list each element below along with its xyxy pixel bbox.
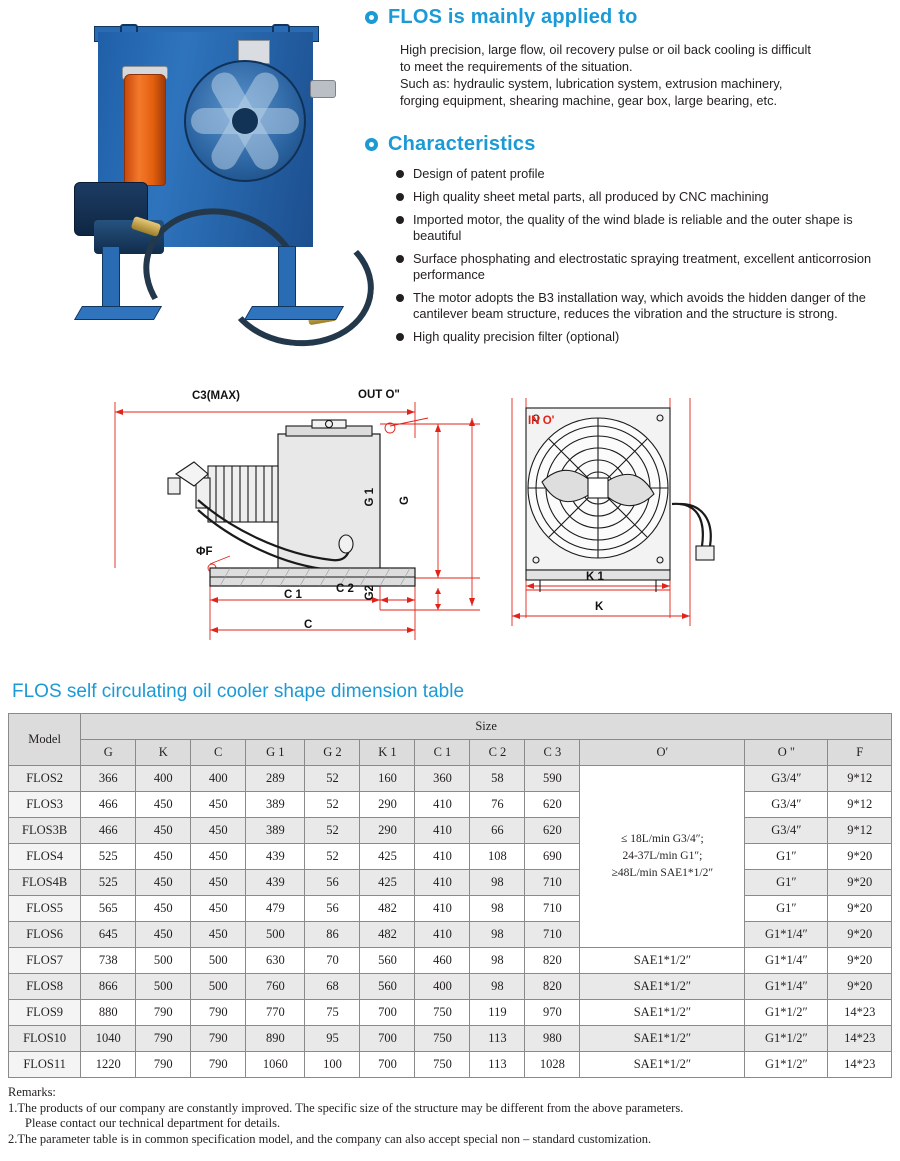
cell-g: 645: [81, 922, 136, 948]
table-header-row-1: [9, 714, 892, 740]
dot-bullet-icon: [396, 333, 404, 341]
cell-g2: 56: [305, 896, 360, 922]
cell-k: 400: [136, 766, 191, 792]
cell-f: 9*20: [828, 896, 892, 922]
cell-g1: 389: [246, 792, 305, 818]
cell-c1: 410: [415, 818, 470, 844]
cell-g1: 500: [246, 922, 305, 948]
table-title: FLOS self circulating oil cooler shape dimension table: [12, 681, 465, 702]
side-port: [310, 80, 336, 98]
table-row: [9, 870, 892, 896]
cell-model: FLOS3: [9, 792, 81, 818]
label-c: C: [304, 619, 313, 631]
table-row: [9, 844, 892, 870]
header-k: K: [136, 740, 191, 766]
header-g2: G 2: [305, 740, 360, 766]
cell-g2: 56: [305, 870, 360, 896]
cell-k1: 290: [360, 792, 415, 818]
cell-c2: 98: [470, 870, 525, 896]
list-item-label: High quality sheet metal parts, all produced by CNC machining: [413, 189, 769, 204]
cell-k: 790: [136, 1026, 191, 1052]
fan-assembly: [184, 60, 306, 182]
remarks-line-2: 2.The parameter table is in common specification model, and the company can also accept special non – standard customization.: [8, 1131, 652, 1146]
cell-f: 14*23: [828, 1052, 892, 1078]
label-c1: C 1: [284, 589, 302, 601]
label-k: K: [595, 601, 604, 613]
cell-model: FLOS5: [9, 896, 81, 922]
characteristics-heading-text: Characteristics: [388, 133, 536, 155]
cell-g2: 75: [305, 1000, 360, 1026]
cell-k: 500: [136, 948, 191, 974]
cell-g2: 52: [305, 766, 360, 792]
cell-g1: 439: [246, 844, 305, 870]
cell-k1: 425: [360, 844, 415, 870]
label-g1: G 1: [364, 488, 376, 507]
cell-o-double: G3/4″: [745, 766, 828, 792]
cell-k: 790: [136, 1052, 191, 1078]
cell-c3: 820: [525, 974, 580, 1000]
header-c1: C 1: [415, 740, 470, 766]
list-item: [396, 251, 896, 283]
table-row: [9, 792, 892, 818]
cell-k1: 700: [360, 1026, 415, 1052]
cell-model: FLOS7: [9, 948, 81, 974]
cell-g: 366: [81, 766, 136, 792]
cell-f: 9*20: [828, 922, 892, 948]
header-size: Size: [81, 714, 892, 740]
cell-c1: 410: [415, 870, 470, 896]
cell-k: 790: [136, 1000, 191, 1026]
cell-c3: 690: [525, 844, 580, 870]
list-item-label: The motor adopts the B3 installation way, which avoids the hidden danger of the cantilever beam structure, reduces the vibration and the structure is strong.: [413, 290, 866, 321]
ring-bullet-icon: [365, 11, 378, 24]
cell-o-double: G3/4″: [745, 818, 828, 844]
list-item: [396, 290, 896, 322]
remarks-title: Remarks:: [8, 1085, 56, 1099]
cell-k: 450: [136, 922, 191, 948]
cell-k1: 160: [360, 766, 415, 792]
o-prime-line-2: 24-37L/min G1″;: [622, 850, 703, 862]
header-g1: G 1: [246, 740, 305, 766]
label-g2: G2: [364, 585, 376, 601]
cell-o-double: G1*1/2″: [745, 1000, 828, 1026]
cell-c: 400: [191, 766, 246, 792]
cell-c1: 410: [415, 896, 470, 922]
characteristics-list: [396, 166, 896, 345]
header-c2: C 2: [470, 740, 525, 766]
top-section: [0, 0, 900, 378]
cell-o-prime: SAE1*1/2″: [580, 974, 745, 1000]
cell-g1: 890: [246, 1026, 305, 1052]
list-item-label: High quality precision filter (optional): [413, 329, 620, 344]
cell-c3: 980: [525, 1026, 580, 1052]
cell-c3: 970: [525, 1000, 580, 1026]
cell-c1: 750: [415, 1000, 470, 1026]
cell-g1: 1060: [246, 1052, 305, 1078]
cell-g1: 770: [246, 1000, 305, 1026]
label-phi-f: ΦF: [196, 546, 213, 558]
cell-model: FLOS4B: [9, 870, 81, 896]
cell-c: 450: [191, 896, 246, 922]
cell-f: 9*12: [828, 766, 892, 792]
cell-k1: 290: [360, 818, 415, 844]
label-k1: K 1: [586, 571, 604, 583]
header-o-double: O ": [745, 740, 828, 766]
cell-k: 450: [136, 818, 191, 844]
header-c: C: [191, 740, 246, 766]
dot-bullet-icon: [396, 193, 404, 201]
o-prime-line-3: ≥48L/min SAE1*1/2″: [611, 867, 714, 879]
remarks-line-1: 1.The products of our company are constantly improved. The specific size of the structure may be different from the above parameters.: [8, 1100, 684, 1115]
cell-model: FLOS11: [9, 1052, 81, 1078]
product-photo: [0, 0, 360, 378]
cell-c: 790: [191, 1026, 246, 1052]
cell-f: 9*20: [828, 844, 892, 870]
cell-c: 500: [191, 974, 246, 1000]
label-c3max: C3(MAX): [192, 390, 240, 402]
table-row: [9, 818, 892, 844]
cell-c2: 98: [470, 922, 525, 948]
cell-c1: 400: [415, 974, 470, 1000]
cell-o-prime-group: [580, 766, 745, 948]
cell-g: 866: [81, 974, 136, 1000]
cell-o-double: G1*1/2″: [745, 1052, 828, 1078]
table-row: [9, 1052, 892, 1078]
label-g: G: [399, 496, 411, 505]
cell-o-double: G3/4″: [745, 792, 828, 818]
cell-g1: 479: [246, 896, 305, 922]
cell-c2: 108: [470, 844, 525, 870]
cell-model: FLOS9: [9, 1000, 81, 1026]
cell-g1: 760: [246, 974, 305, 1000]
cell-o-prime: SAE1*1/2″: [580, 1052, 745, 1078]
cell-c1: 750: [415, 1026, 470, 1052]
cell-c: 790: [191, 1000, 246, 1026]
cell-o-double: G1*1/4″: [745, 922, 828, 948]
cell-c3: 710: [525, 896, 580, 922]
cell-c1: 410: [415, 792, 470, 818]
header-k1: K 1: [360, 740, 415, 766]
cell-c2: 113: [470, 1026, 525, 1052]
cell-k: 450: [136, 792, 191, 818]
cell-g1: 630: [246, 948, 305, 974]
cell-f: 14*23: [828, 1000, 892, 1026]
cell-c2: 98: [470, 974, 525, 1000]
header-o-prime: O′: [580, 740, 745, 766]
cell-model: FLOS3B: [9, 818, 81, 844]
cell-c2: 119: [470, 1000, 525, 1026]
list-item: [396, 212, 896, 244]
cell-c: 450: [191, 792, 246, 818]
cell-model: FLOS4: [9, 844, 81, 870]
cell-f: 9*20: [828, 948, 892, 974]
fan-hub: [232, 108, 258, 134]
cell-f: 9*12: [828, 818, 892, 844]
list-item-label: Surface phosphating and electrostatic spraying treatment, excellent anticorrosion performance: [413, 251, 872, 282]
applied-paragraph: [400, 41, 890, 109]
cell-g2: 52: [305, 818, 360, 844]
cell-c3: 820: [525, 948, 580, 974]
cell-g: 565: [81, 896, 136, 922]
cell-c2: 98: [470, 948, 525, 974]
table-row: [9, 948, 892, 974]
dot-bullet-icon: [396, 255, 404, 263]
cell-g2: 70: [305, 948, 360, 974]
cell-model: FLOS6: [9, 922, 81, 948]
table-row: [9, 974, 892, 1000]
cell-c2: 66: [470, 818, 525, 844]
ring-bullet-icon: [365, 138, 378, 151]
cell-c2: 58: [470, 766, 525, 792]
oil-filter: [124, 74, 166, 186]
cell-g1: 389: [246, 818, 305, 844]
cell-o-double: G1*1/4″: [745, 948, 828, 974]
table-row: [9, 896, 892, 922]
cell-o-prime: SAE1*1/2″: [580, 948, 745, 974]
table-row: [9, 922, 892, 948]
cell-g2: 95: [305, 1026, 360, 1052]
cell-c3: 1028: [525, 1052, 580, 1078]
dot-bullet-icon: [396, 170, 404, 178]
cell-k1: 560: [360, 974, 415, 1000]
remarks-line-1b: Please contact our technical department for details.: [25, 1116, 281, 1130]
cell-g: 880: [81, 1000, 136, 1026]
cell-k: 450: [136, 844, 191, 870]
cell-g2: 100: [305, 1052, 360, 1078]
table-header-row-2: [9, 740, 892, 766]
cell-k1: 700: [360, 1052, 415, 1078]
applied-line-1: High precision, large flow, oil recovery pulse or oil back cooling is difficult: [400, 42, 811, 57]
applied-heading-text: FLOS is mainly applied to: [388, 6, 638, 28]
dot-bullet-icon: [396, 216, 404, 224]
cell-g: 525: [81, 844, 136, 870]
cell-g2: 52: [305, 844, 360, 870]
cell-c1: 410: [415, 922, 470, 948]
cell-c3: 710: [525, 922, 580, 948]
cell-c3: 710: [525, 870, 580, 896]
cell-k: 450: [136, 870, 191, 896]
list-item: [396, 166, 896, 182]
cell-c: 450: [191, 870, 246, 896]
text-column: [360, 0, 900, 378]
cell-c2: 98: [470, 896, 525, 922]
cell-o-prime: SAE1*1/2″: [580, 1000, 745, 1026]
label-out-o: OUT O": [358, 389, 400, 401]
header-c3: C 3: [525, 740, 580, 766]
cell-c2: 76: [470, 792, 525, 818]
cell-g: 1220: [81, 1052, 136, 1078]
list-item: [396, 189, 896, 205]
header-f: F: [828, 740, 892, 766]
applied-line-2: to meet the requirements of the situation.: [400, 59, 633, 74]
cell-c: 790: [191, 1052, 246, 1078]
header-model: Model: [9, 714, 81, 766]
label-in-o: IN O': [528, 415, 555, 427]
support-leg-left: [102, 246, 120, 310]
list-item-label: Design of patent profile: [413, 166, 545, 181]
o-prime-line-1: ≤ 18L/min G3/4″;: [621, 833, 704, 845]
cell-g: 525: [81, 870, 136, 896]
header-g: G: [81, 740, 136, 766]
cell-model: FLOS2: [9, 766, 81, 792]
cell-g1: 289: [246, 766, 305, 792]
dot-bullet-icon: [396, 294, 404, 302]
characteristics-heading: [360, 133, 900, 156]
cell-k1: 560: [360, 948, 415, 974]
applied-heading: [360, 6, 900, 29]
cell-k: 500: [136, 974, 191, 1000]
list-item-label: Imported motor, the quality of the wind blade is reliable and the outer shape is beautiful: [413, 212, 853, 243]
cell-c: 450: [191, 922, 246, 948]
support-leg-right: [278, 246, 296, 310]
cell-g: 466: [81, 818, 136, 844]
cell-f: 9*20: [828, 870, 892, 896]
cell-model: FLOS8: [9, 974, 81, 1000]
cell-k1: 482: [360, 922, 415, 948]
cell-g2: 86: [305, 922, 360, 948]
technical-drawings: [0, 378, 900, 673]
cell-g2: 52: [305, 792, 360, 818]
oil-cooler-illustration: [72, 24, 340, 314]
label-c2: C 2: [336, 583, 354, 595]
applied-line-3: Such as: hydraulic system, lubrication system, extrusion machinery,: [400, 76, 783, 91]
cell-c3: 620: [525, 818, 580, 844]
cell-o-prime: SAE1*1/2″: [580, 1026, 745, 1052]
cell-g2: 68: [305, 974, 360, 1000]
cell-c1: 460: [415, 948, 470, 974]
cell-o-double: G1″: [745, 870, 828, 896]
cell-c1: 410: [415, 844, 470, 870]
cell-g1: 439: [246, 870, 305, 896]
applied-line-4: forging equipment, shearing machine, gear box, large bearing, etc.: [400, 93, 778, 108]
cell-g: 1040: [81, 1026, 136, 1052]
cell-c1: 750: [415, 1052, 470, 1078]
cell-f: 9*12: [828, 792, 892, 818]
cell-k1: 700: [360, 1000, 415, 1026]
cell-o-double: G1″: [745, 896, 828, 922]
cell-c2: 113: [470, 1052, 525, 1078]
table-row: [9, 1000, 892, 1026]
cell-k: 450: [136, 896, 191, 922]
list-item: [396, 329, 896, 345]
cell-f: 9*20: [828, 974, 892, 1000]
cell-o-double: G1*1/4″: [745, 974, 828, 1000]
cell-k1: 425: [360, 870, 415, 896]
dimension-table: [8, 713, 892, 1078]
cell-c3: 590: [525, 766, 580, 792]
cell-o-double: G1*1/2″: [745, 1026, 828, 1052]
cell-c1: 360: [415, 766, 470, 792]
table-row: [9, 766, 892, 792]
remarks-block: [8, 1085, 900, 1147]
cell-g: 738: [81, 948, 136, 974]
cell-k1: 482: [360, 896, 415, 922]
cell-c3: 620: [525, 792, 580, 818]
cell-c: 450: [191, 844, 246, 870]
cell-o-double: G1″: [745, 844, 828, 870]
base-foot-left: [74, 306, 162, 320]
cell-model: FLOS10: [9, 1026, 81, 1052]
cell-c: 450: [191, 818, 246, 844]
cell-c: 500: [191, 948, 246, 974]
cell-f: 14*23: [828, 1026, 892, 1052]
base-foot-right: [244, 306, 344, 320]
table-row: [9, 1026, 892, 1052]
cell-g: 466: [81, 792, 136, 818]
